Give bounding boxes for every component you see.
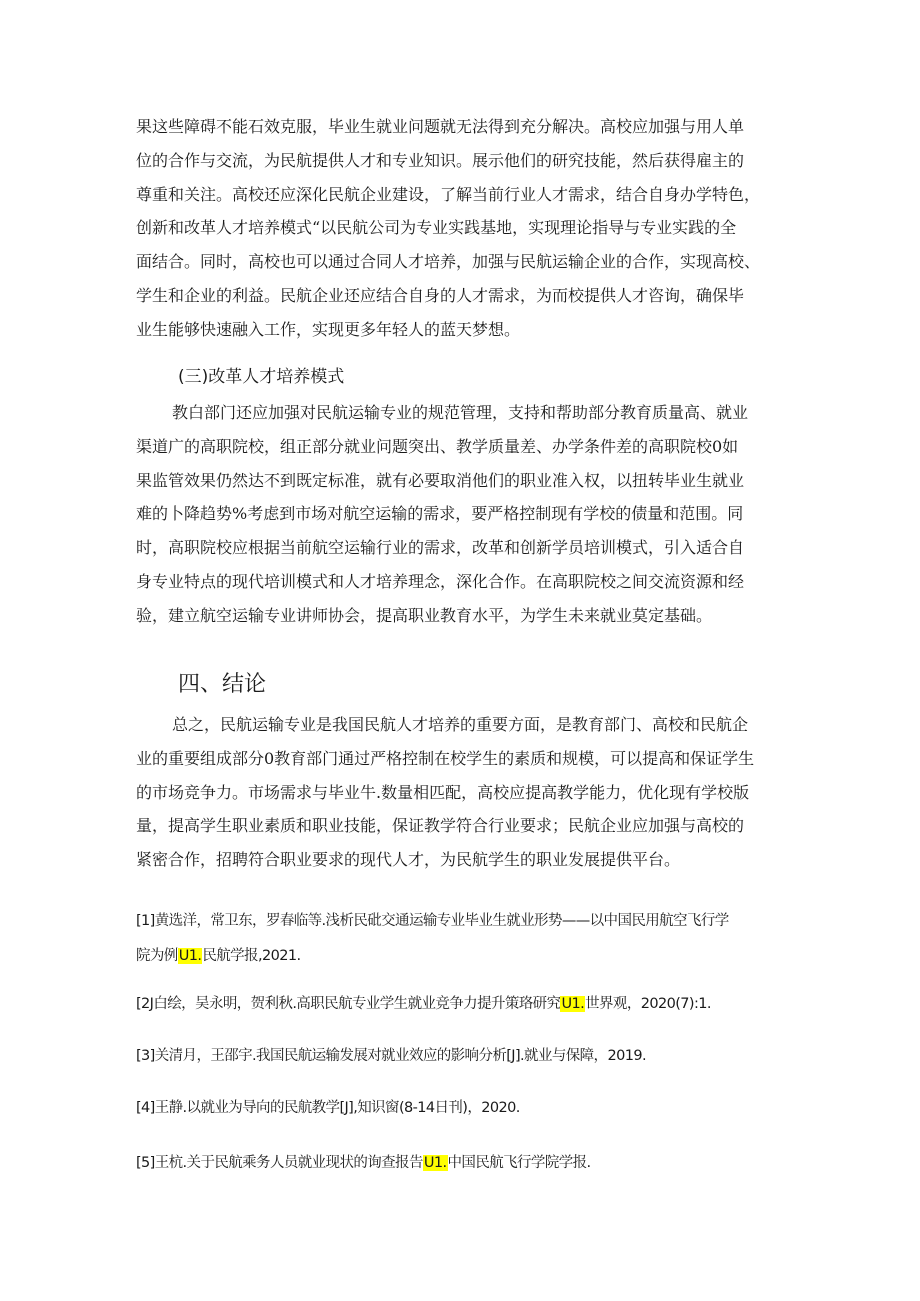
- reference-item-1-line-2: [136, 940, 816, 973]
- reference-item-1-line-1: [136, 905, 816, 938]
- text-line: 果这些障碍不能石效克服，毕业生就业问题就无法得到充分解决。高校应加强与用人单: [136, 117, 745, 136]
- reference-text: [1]黄选洋，常卫东，罗春临等.浅析民砒交通运输专业毕业生就业形势——以中国民用航空飞行学: [136, 913, 729, 929]
- text-line: 位的合作与交流，为民航提供人才和专业知识。展示他们的研究技能，然后获得雇主的: [136, 150, 745, 170]
- reference-text: [2J白绘，吴永明，贺利秋.高职民航专业学生就业竞争力提升策珞研究: [136, 996, 561, 1012]
- reference-item-2: [136, 988, 816, 1021]
- subsection-paragraph: [136, 396, 786, 633]
- reference-item-3: [136, 1040, 816, 1073]
- text-line: 尊重和关注。高校还应深化民航企业建设，了解当前行业人才需求，结合自身办学特色，: [136, 184, 761, 204]
- text-line: 难的卜降趋势%考虑到市场对航空运输的需求，要严格控制现有学校的债量和范围。同: [136, 504, 744, 524]
- text-line: 创新和改革人才培养模式“以民航公司为专业实践基地，实现理论指导与专业实践的全: [136, 218, 737, 238]
- reference-text: [5]王杭.关于民航乘务人员就业现状的询查报告: [136, 1155, 423, 1171]
- text-line: 业的重要组成部分0教育部门通过严格控制在校学生的素质和规模，可以提高和保证学生: [136, 748, 755, 768]
- reference-text: [3]关清月，王邵宇.我国民航运输发展对就业效应的影响分析[J].就业与保障，2019.: [136, 1048, 646, 1064]
- text-line: 紧密合作，招聘符合职业要求的现代人才，为民航学生的职业发展提供平台。: [136, 850, 681, 870]
- highlighted-text: U1.: [178, 948, 202, 964]
- text-line: 身专业特点的现代培训模式和人才培养理念，深化合作。在高职院校之间交流资源和经: [136, 571, 745, 591]
- reference-item-5: [136, 1147, 816, 1180]
- text-line: 业生能够快速融入工作，实现更多年轻人的蓝天梦想。: [136, 319, 521, 339]
- text-line: 验，建立航空运输专业讲师协会，提高职业教育水平，为学生未来就业莫定基础。: [136, 605, 713, 625]
- text-line: 学生和企业的利益。民航企业还应结合自身的人才需求，为而校提供人才咨询，确保毕: [136, 285, 745, 305]
- text-line: 渠道广的高职院校，组正部分就业问题突出、教学质量差、办学条件差的高职院校0如: [136, 436, 739, 456]
- paragraph-1: [136, 110, 786, 347]
- text-line: 教白部门还应加强对民航运输专业的规范管理，支持和帮助部分教育质量高、就业: [172, 403, 749, 422]
- text-line: 总之，民航运输专业是我国民航人才培养的重要方面，是教育部门、高校和民航企: [172, 715, 749, 734]
- text-line: 量，提高学生职业素质和职业技能，保证教学符合行业要求；民航企业应加强与高校的: [136, 816, 745, 836]
- reference-item-4: [136, 1092, 816, 1125]
- section-heading: 四、结论: [178, 672, 267, 697]
- reference-text: 民航学报,2021.: [202, 948, 301, 964]
- reference-text: 中国民航飞行学院学报.: [447, 1155, 591, 1171]
- conclusion-paragraph: [136, 708, 786, 877]
- text-line: 果监管效果仍然达不到既定标准，就有必要取消他们的职业准入权，以扭转毕业生就业: [136, 470, 745, 490]
- text-line: 的市场竞争力。市场需求与毕业牛.数量相匹配，高校应提高教学能力，优化现有学校版: [136, 782, 750, 802]
- highlighted-text: U1.: [561, 996, 585, 1012]
- reference-text: 院为例: [136, 948, 178, 964]
- reference-text: 世界观，2020(7):1.: [585, 996, 711, 1012]
- subsection-heading: (三)改革人才培养模式: [178, 367, 345, 387]
- text-line: 时，高职院校应根据当前航空运输行业的需求，改革和创新学员培训模式，引入适合自: [136, 538, 745, 558]
- reference-text: [4]王静.以就业为导向的民航教学[J],知识窗(8-14日刊)，2020.: [136, 1100, 520, 1116]
- highlighted-text: U1.: [423, 1155, 447, 1171]
- text-line: 面结合。同时，高校也可以通过合同人才培养，加强与民航运输企业的合作，实现高校、: [136, 252, 761, 272]
